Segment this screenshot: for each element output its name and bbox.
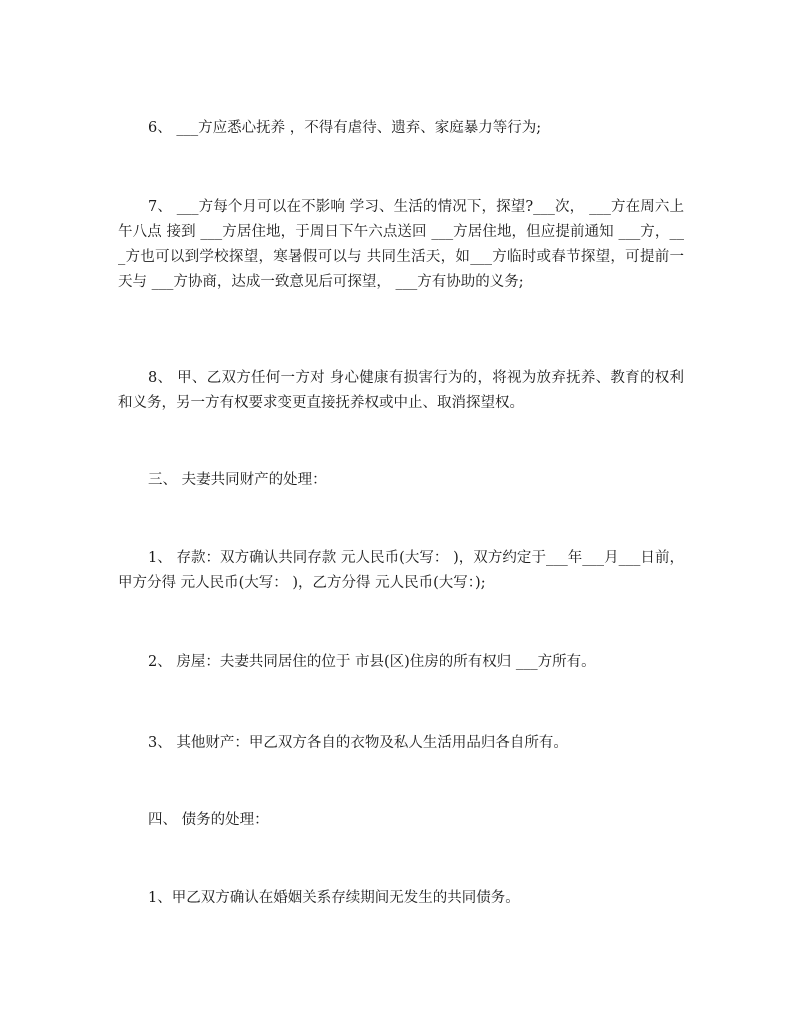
section-3-clause-2: 2、 房屋：夫妻共同居住的位于 市县(区)住房的所有权归 ___方所有。 xyxy=(148,654,596,670)
section-3-clause-3: 3、 其他财产：甲乙双方各自的衣物及私人生活用品归各自所有。 xyxy=(148,735,568,751)
clause-6: 6、 ___方应悉心抚养 ，不得有虐待、遗弃、家庭暴力等行为; xyxy=(148,120,542,136)
section-4-heading: 四、 债务的处理： xyxy=(148,812,269,828)
section-4-clause-1: 1、甲乙双方确认在婚姻关系存续期间无发生的共同债务。 xyxy=(148,890,520,906)
section-3-clause-1: 1、 存款：双方确认共同存款 元人民币(大写： )，双方约定于___年___月___日前，甲方分得 元人民币(大写： )，乙方分得 元人民币(大写：); xyxy=(118,550,684,591)
section-3-heading: 三、 夫妻共同财产的处理： xyxy=(148,472,327,488)
clause-7: 7、 ___方每个月可以在不影响 学习、生活的情况下，探望?___次， ___方在周六上午八点 接到 ___方居住地，于周日下午六点送回 ___方居住地，但应提前通知 ___方，___方也可以到学校探望，寒暑假可以与 共同生活天，如___方临时或春节探望，可提前一天与 ___方协商，达成一致意见后可探望， ___方有协助的义务; xyxy=(118,199,684,290)
clause-8: 8、 甲、乙双方任何一方对 身心健康有损害行为的，将视为放弃抚养、教育的权利和义务，另一方有权要求变更直接抚养权或中止、取消探望权。 xyxy=(118,370,684,411)
